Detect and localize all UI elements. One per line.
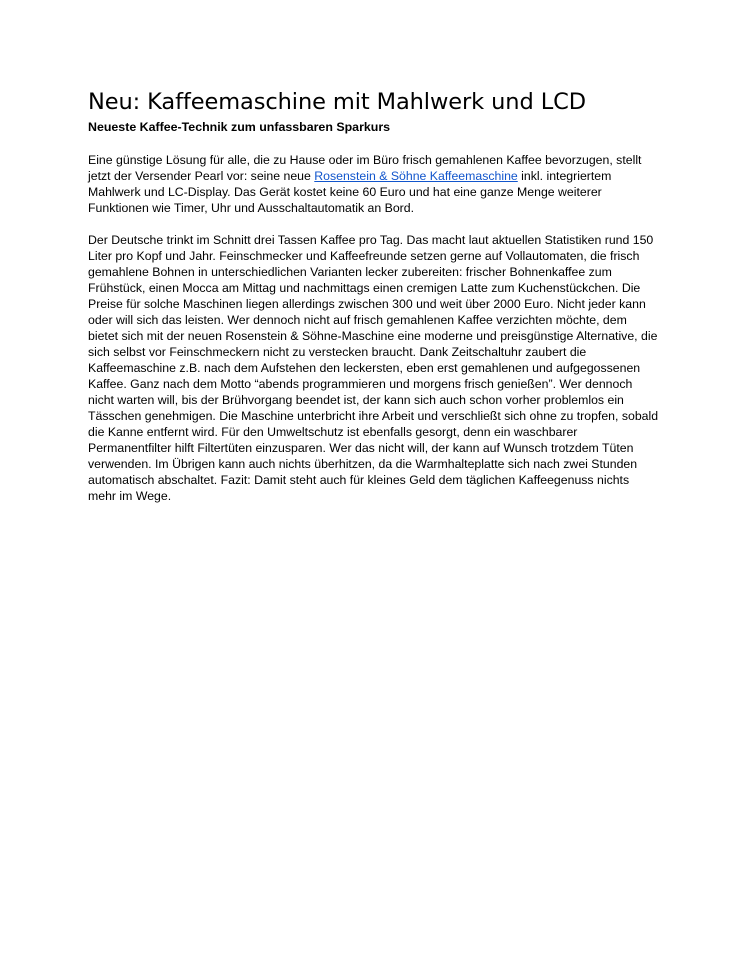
- article-paragraph-body: Der Deutsche trinkt im Schnitt drei Tassen Kaffee pro Tag. Das macht laut aktuellen Statistiken rund 150 Liter pro Kopf und Jahr. Feinschmecker und Kaffeefreunde setzen gerne auf Vollautomaten, die frisch gemahlene Bohnen in unterschiedlichen Varianten lecker zubereiten: frischer Bohnenkaffee zum Frühstück, einen Mocca am Mittag und nachmittags einen cremigen Latte zum Kuchenstückchen. Die Preise für solche Maschinen liegen allerdings zwischen 300 und weit über 2000 Euro. Nicht jeder kann oder will sich das leisten. Wer dennoch nicht auf frisch gemahlenen Kaffee verzichten möchte, dem bietet sich mit der neuen Rosenstein & Söhne-Maschine eine moderne und preisgünstige Alternative, die sich selbst vor Feinschmeckern nicht zu verstecken braucht. Dank Zeitschaltuhr zaubert die Kaffeemaschine z.B. nach dem Aufstehen den leckersten, eben erst gemahlenen und aufgegossenen Kaffee. Ganz nach dem Motto “abends programmieren und morgens frisch genießen”. Wer dennoch nicht warten will, bis der Brühvorgang beendet ist, der kann sich auch schon vorher problemlos ein Tässchen genehmigen. Die Maschine unterbricht ihre Arbeit und verschließt sich ohne zu tropfen, sobald die Kanne entfernt wird. Für den Umweltschutz ist ebenfalls gesorgt, denn ein waschbarer Permanentfilter hilft Filtertüten einzusparen. Wer das nicht will, der kann auf Wunsch trotzdem Tüten verwenden. Im Übrigen kann auch nichts überhitzen, da die Warmhalteplatte sich nach zwei Stunden automatisch abschaltet. Fazit: Damit steht auch für kleines Geld dem täglichen Kaffeegenuss nichts mehr im Wege.: [88, 233, 659, 503]
- intro-text-after-link: inkl. integriertem Mahlwerk und LC-Display. Das Gerät kostet keine 60 Euro und hat eine ganze Menge weiterer Funktionen wie Timer, Uhr und Ausschaltautomatik an Bord.: [88, 169, 612, 215]
- article-paragraph-intro: [88, 152, 660, 216]
- article-title: Neu: Kaffeemaschine mit Mahlwerk und LCD: [88, 89, 586, 115]
- intro-text-before-link: Eine günstige Lösung für alle, die zu Hause oder im Büro frisch gemahlenen Kaffee bevorzugen, stellt jetzt der Versender Pearl vor: seine neue: [88, 153, 642, 183]
- product-link[interactable]: Rosenstein & Söhne Kaffeemaschine: [314, 169, 518, 183]
- article-subtitle: Neueste Kaffee-Technik zum unfassbaren Sparkurs: [88, 120, 391, 134]
- document-page: [88, 88, 660, 504]
